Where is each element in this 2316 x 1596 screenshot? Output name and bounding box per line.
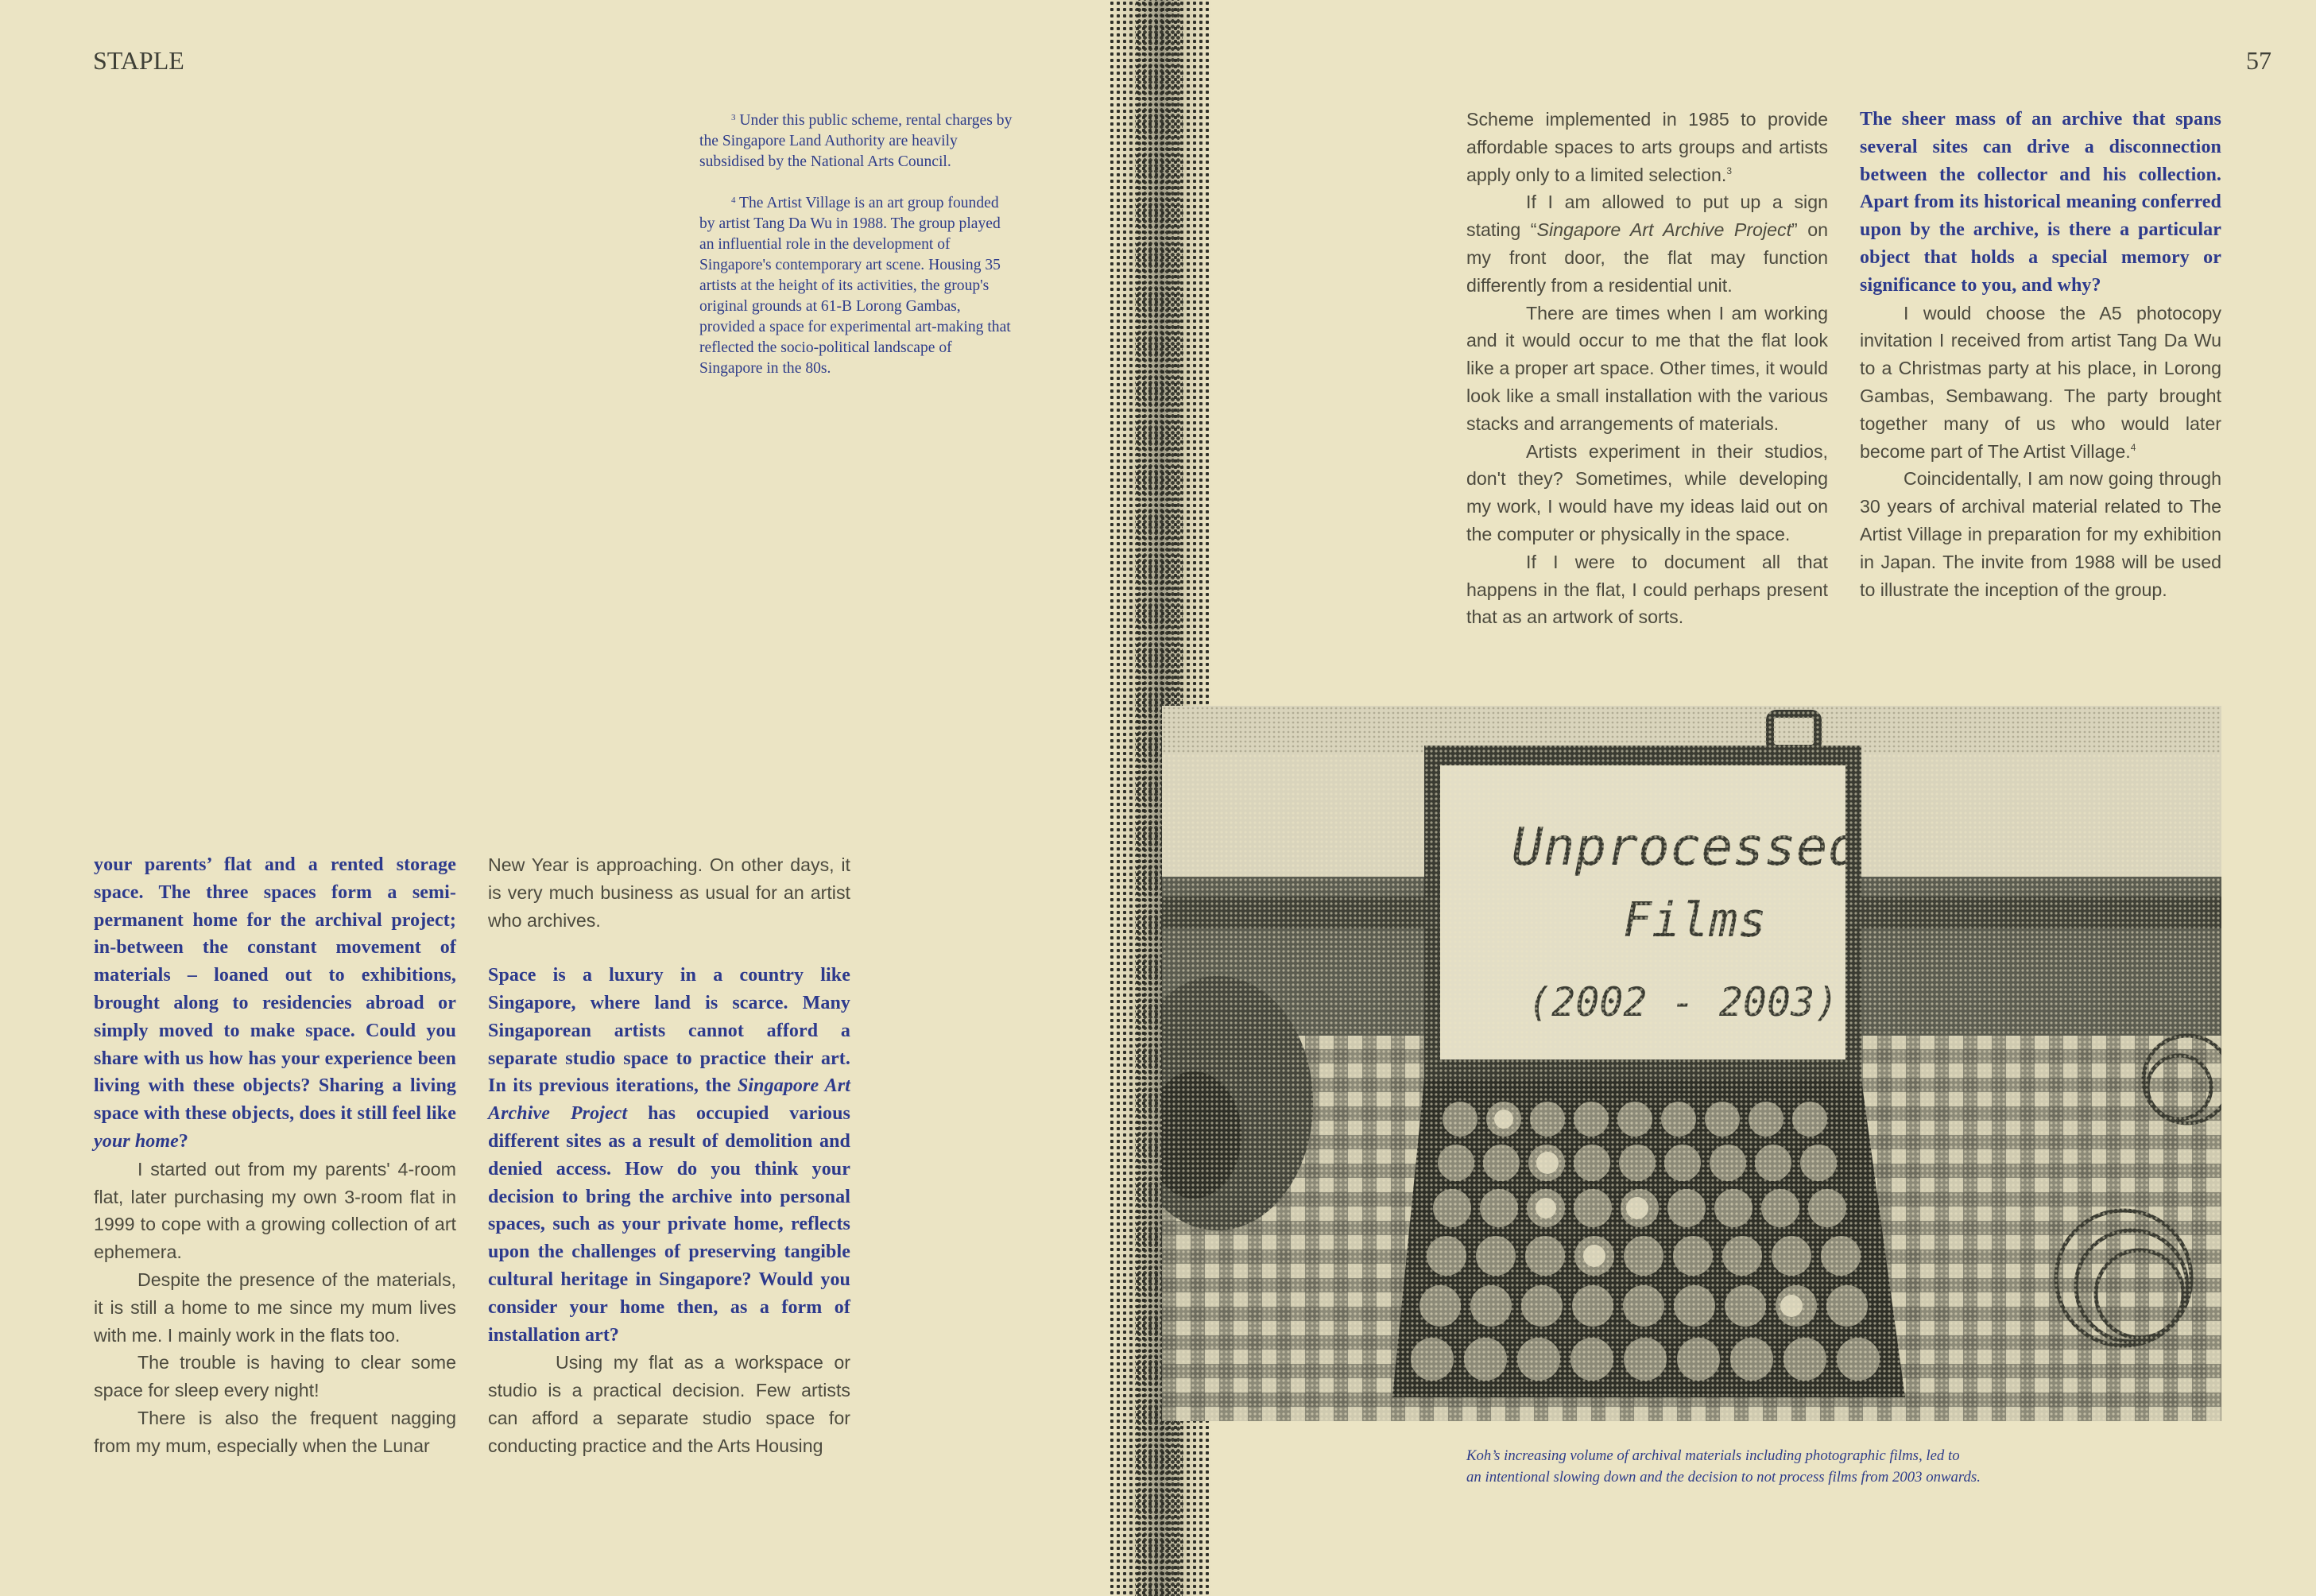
caption-line-2: an intentional slowing down and the decision to not process films from 2003 onwards. [1466,1469,1981,1486]
answer-paragraph: I would choose the A5 photocopy invitation I received from artist Tang Da Wu to a Christmas party at his place, in Lorong Gambas, Sembawang. The party brought together many of us who would later become part of The Artist Village.$^4$ [1860,302,2221,462]
page-number: 57 [2246,46,2271,75]
interview-question-home: your parents’ flat and a rented storage space. The three spaces form a semi-permanent home for the archival project; in-between the constant movement of materials – loaned out to exhibitions, brought along to residencies abroad or simply moved to make space. Could you share with us how has your experience been living with these objects? Sharing a living space with these objects, does it still feel like your home? [94,854,456,1152]
answer-paragraph: If I were to document all that happens in the flat, I could perhaps present that as an artwork of sorts. [1466,551,1828,628]
answer-paragraph: There are times when I am working and it would occur to me that the flat look like a proper art space. Other times, it would look like a small installation with the various stacks and arrangements of materials. [1466,302,1828,434]
left-column-1 [94,851,456,1460]
answer-paragraph: The trouble is having to clear some space for sleep every night! [94,1352,456,1401]
footnote-4 [699,193,1017,379]
right-column-1 [1466,106,1828,631]
footnote-ref-4: 4 [2130,441,2136,453]
footnotes [699,110,1017,400]
footnote-3-text: Under this public scheme, rental charges by the Singapore Land Authority are heavily subsidised by the National Arts Council. [699,112,1013,170]
continuation-paragraph: New Year is approaching. On other days, it is very much business as usual for an artist who archives. [488,854,850,931]
answer-paragraph: If I am allowed to put up a sign stating “Singapore Art Archive Project” on my front door, the flat may function differently from a residential unit. [1466,192,1828,296]
answer-paragraph: Despite the presence of the materials, it is still a home to me since my mum lives with me. I mainly work in the flats too. [94,1269,456,1346]
answer-paragraph: I started out from my parents' 4-room flat, later purchasing my own 3-room flat in 1999 to cope with a growing collection of art ephemera. [94,1158,456,1263]
caption-line-1: Koh’s increasing volume of archival materials including photographic films, led to [1466,1447,1960,1464]
footnote-ref-3: 3 [1726,165,1733,176]
halftone-photo-film-case [1162,706,2221,1421]
question-italic-your-home: your home [94,1130,179,1152]
inline-italic-project-name: Singapore Art Archive Project [1536,219,1792,241]
footnote-3-marker: 3 [731,113,736,122]
footnote-3 [699,110,1017,172]
photo-caption [1466,1445,2102,1488]
interview-question-object: The sheer mass of an archive that spans several sites can drive a disconnection between the collector and his collection. Apart from its historical meaning conferred upon by the archive, is there a particular object that holds a special memory or significance to you, and why? [1860,109,2221,296]
answer-paragraph: Using my flat as a workspace or studio is a practical decision. Few artists can afford a separate studio space for conducting practice and the Arts Housing [488,1352,850,1456]
question-italic-project-name: Singapore Art Archive Project [488,1075,850,1125]
footnote-4-marker: 4 [731,196,736,205]
right-column-2 [1860,106,2221,603]
photo-illustration [1162,706,2221,1421]
answer-paragraph: Artists experiment in their studios, don't they? Sometimes, while developing my work, I would have my ideas laid out on the computer or physically in the space. [1466,440,1828,544]
continuation-paragraph: Scheme implemented in 1985 to provide affordable spaces to arts groups and artists apply only to a limited selection.$^3$ [1466,109,1828,185]
magazine-name: STAPLE [93,46,184,75]
footnote-4-text: The Artist Village is an art group founded by artist Tang Da Wu in 1988. The group played an influential role in the development of Singapore's contemporary art scene. Housing 35 artists at the height of its activities, the group's original grounds at 61-B Lorong Gambas, provided a space for experimental art-making that reflected the socio-political landscape of Singapore in the 80s. [699,195,1011,377]
answer-paragraph: Coincidentally, I am now going through 30 years of archival material related to The Artist Village in preparation for my exhibition in Japan. The invite from 1988 will be used to illustrate the inception of the group. [1860,468,2221,600]
interview-question-space: Space is a luxury in a country like Singapore, where land is scarce. Many Singaporean artists cannot afford a separate studio space to practice their art. In its previous iterations, the Singapore Art Archive Project has occupied various different sites as a result of demolition and denied access. How do you think your decision to bring the archive into personal spaces, such as your private home, reflects upon the challenges of preserving tangible cultural heritage in Singapore? Would you consider your home then, as a form of installation art? [488,965,850,1346]
left-column-2 [488,851,850,1460]
answer-paragraph: There is also the frequent nagging from my mum, especially when the Lunar [94,1407,456,1456]
